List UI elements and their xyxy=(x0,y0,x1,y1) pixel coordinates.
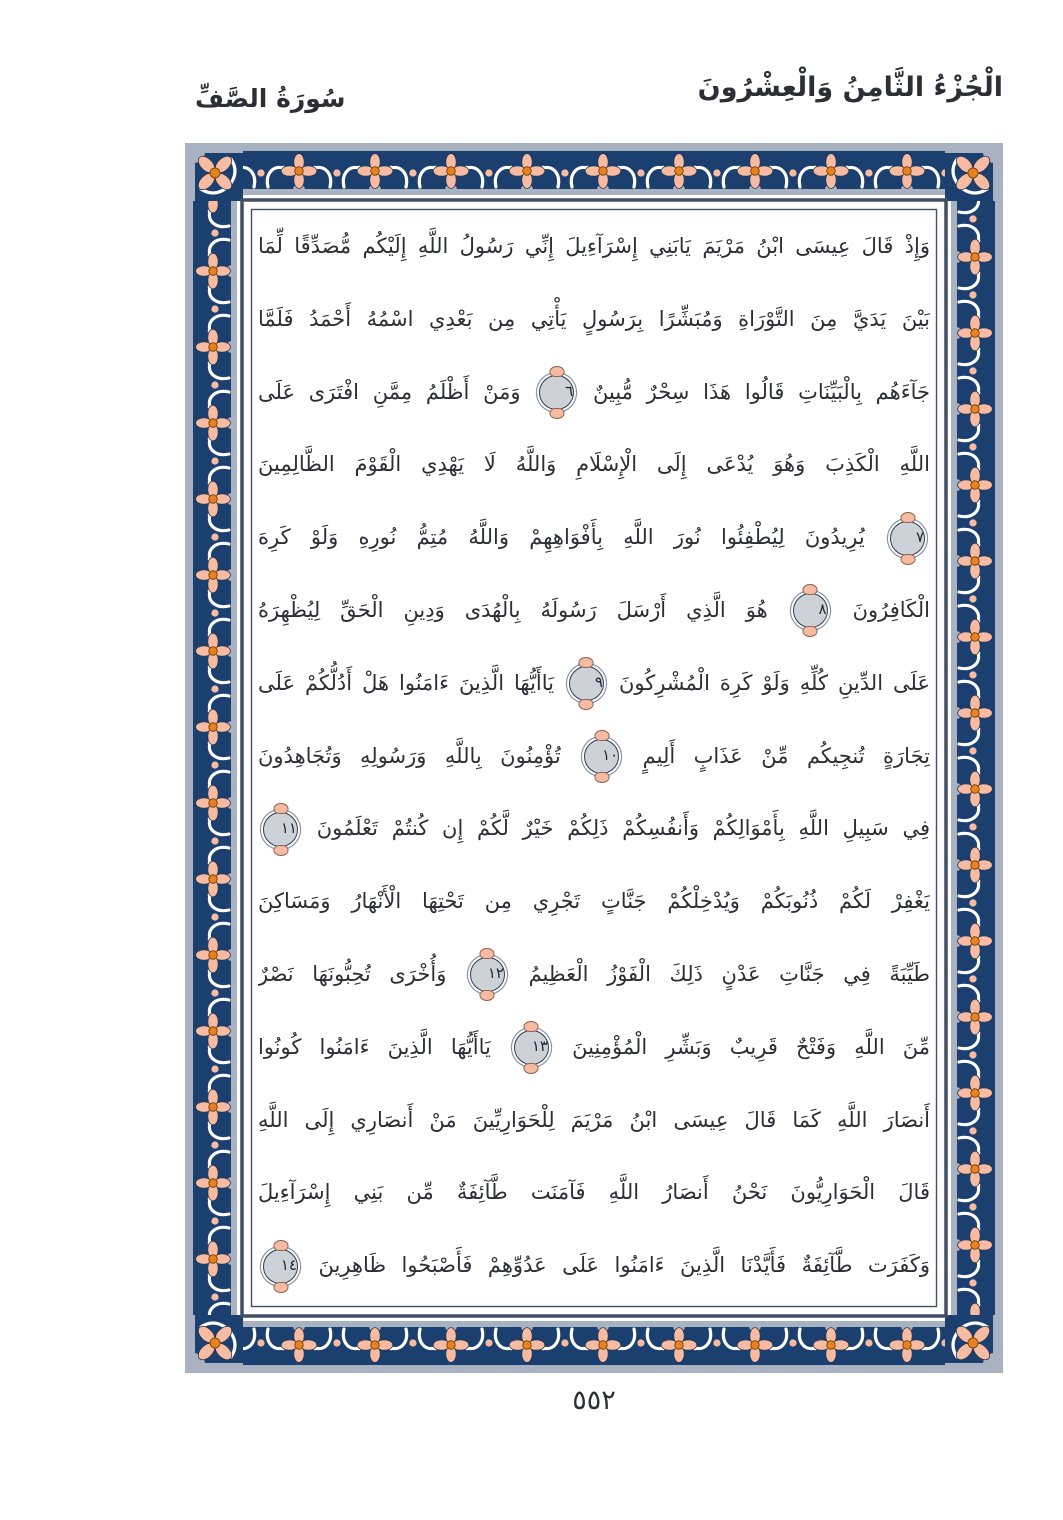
ayah-number: ١٣ xyxy=(531,1037,548,1056)
quran-text: طَيِّبَةً فِي جَنَّاتِ عَدْنٍ ذَلِكَ الْفَوْزُ الْعَظِيمُ xyxy=(528,961,930,986)
quran-text: يُرِيدُونَ لِيُطْفِئُوا نُورَ اللَّهِ بِأَفْوَاهِهِمْ وَاللَّهُ مُتِمُّ نُورِهِ وَلَوْ كَرِهَ xyxy=(258,525,865,550)
quran-text: اللَّهِ الْكَذِبَ وَهُوَ يُدْعَى إِلَى الْإِسْلَامِ وَاللَّهُ لَا يَهْدِي الْقَوْمَ الظَّالِمِينَ xyxy=(258,452,930,477)
ayah-marker xyxy=(514,1030,549,1065)
quran-text: وَأُخْرَى تُحِبُّونَهَا نَصْرٌ xyxy=(258,961,447,986)
quran-text: عَلَى الدِّينِ كُلِّهِ وَلَوْ كَرِهَ الْمُشْرِكُونَ xyxy=(618,670,930,695)
page-number: ٥٥٢ xyxy=(572,1385,616,1416)
ayah-number: ١٤ xyxy=(280,1255,297,1274)
surah-header: سُورَةُ الصَّفِّ xyxy=(195,84,346,113)
quran-text: أَنصَارَ اللَّهِ كَمَا قَالَ عِيسَى ابْنُ مَرْيَمَ لِلْحَوَارِيِّينَ مَنْ أَنصَارِي إِلَى اللَّهِ xyxy=(258,1107,930,1132)
ayah-number: ٩ xyxy=(594,673,603,692)
quran-text: مِّنَ اللَّهِ وَفَتْحٌ قَرِيبٌ وَبَشِّرِ الْمُؤْمِنِينَ xyxy=(572,1034,930,1059)
quran-line xyxy=(258,720,930,793)
quran-text: تُؤْمِنُونَ بِاللَّهِ وَرَسُولِهِ وَتُجَاهِدُونَ xyxy=(258,743,561,768)
quran-line xyxy=(258,210,930,283)
quran-text: بَيْنَ يَدَيَّ مِنَ التَّوْرَاةِ وَمُبَشِّرًا بِرَسُولٍ يَأْتِي مِن بَعْدِي اسْمُهُ أَحْمَدُ فَلَمَّا xyxy=(258,306,930,331)
quran-text: جَآءَهُم بِالْبَيِّنَاتِ قَالُوا هَذَا سِحْرٌ مُّبِينٌ xyxy=(593,379,930,404)
quran-text: وَإِذْ قَالَ عِيسَى ابْنُ مَرْيَمَ يَابَنِي إِسْرَآءِيلَ إِنِّي رَسُولُ اللَّهِ إِلَيْكُم مُّصَدِّقًا لِّمَا xyxy=(258,234,930,258)
quran-text: يَغْفِرْ لَكُمْ ذُنُوبَكُمْ وَيُدْخِلْكُمْ جَنَّاتٍ تَجْرِي مِن تَحْتِهَا الْأَنْهَارُ وَمَسَاكِنَ xyxy=(258,889,930,914)
ayah-number: ٧ xyxy=(915,527,924,546)
ayah-marker xyxy=(263,812,298,847)
ayah-number: ١٢ xyxy=(487,964,504,983)
quran-text-area xyxy=(258,210,930,1302)
quran-line xyxy=(258,865,930,938)
quran-line xyxy=(258,1011,930,1084)
juz-header: الْجُزْءُ الثَّامِنُ وَالْعِشْرُونَ xyxy=(697,72,1003,103)
ayah-marker xyxy=(890,521,925,556)
ayah-number: ٨ xyxy=(818,600,827,619)
quran-line xyxy=(258,428,930,501)
quran-line xyxy=(258,1156,930,1229)
ayah-number: ١٠ xyxy=(602,746,619,765)
quran-text: وَمَنْ أَظْلَمُ مِمَّنِ افْتَرَى عَلَى xyxy=(258,379,521,404)
ayah-marker xyxy=(470,957,505,992)
ayah-marker xyxy=(569,666,604,701)
quran-line xyxy=(258,1229,930,1302)
quran-text: هُوَ الَّذِي أَرْسَلَ رَسُولَهُ بِالْهُدَى وَدِينِ الْحَقِّ لِيُظْهِرَهُ xyxy=(258,597,768,622)
quran-text: تِجَارَةٍ تُنجِيكُم مِّنْ عَذَابٍ أَلِيمٍ xyxy=(642,743,930,768)
quran-line xyxy=(258,574,930,647)
quran-line xyxy=(258,792,930,865)
quran-text: قَالَ الْحَوَارِيُّونَ نَحْنُ أَنصَارُ اللَّهِ فَآمَنَت طَّآئِفَةٌ مِّن بَنِي إِسْرَآءِيلَ xyxy=(258,1180,930,1205)
ayah-marker xyxy=(539,375,574,410)
quran-line xyxy=(258,1084,930,1157)
quran-text: فِي سَبِيلِ اللَّهِ بِأَمْوَالِكُمْ وَأَنفُسِكُمْ ذَلِكُمْ خَيْرٌ لَّكُمْ إِن كُنتُمْ تَعْلَمُونَ xyxy=(316,816,930,841)
quran-line xyxy=(258,356,930,429)
quran-line xyxy=(258,938,930,1011)
ayah-number: ٦ xyxy=(565,382,574,401)
ayah-marker xyxy=(263,1249,298,1284)
ayah-marker xyxy=(793,593,828,628)
quran-line xyxy=(258,501,930,574)
ayah-number: ١١ xyxy=(280,818,297,837)
quran-line xyxy=(258,283,930,356)
quran-text: الْكَافِرُونَ xyxy=(852,597,930,622)
quran-text: وَكَفَرَت طَّآئِفَةٌ فَأَيَّدْنَا الَّذِينَ ءَامَنُوا عَلَى عَدُوِّهِمْ فَأَصْبَحُوا ظَاهِرِينَ xyxy=(318,1253,930,1278)
ayah-marker xyxy=(584,739,619,774)
quran-text: يَاأَيُّهَا الَّذِينَ ءَامَنُوا كُونُوا xyxy=(258,1034,491,1059)
quran-text: يَاأَيُّهَا الَّذِينَ ءَامَنُوا هَلْ أَدُلُّكُمْ عَلَى xyxy=(258,670,555,695)
quran-line xyxy=(258,647,930,720)
